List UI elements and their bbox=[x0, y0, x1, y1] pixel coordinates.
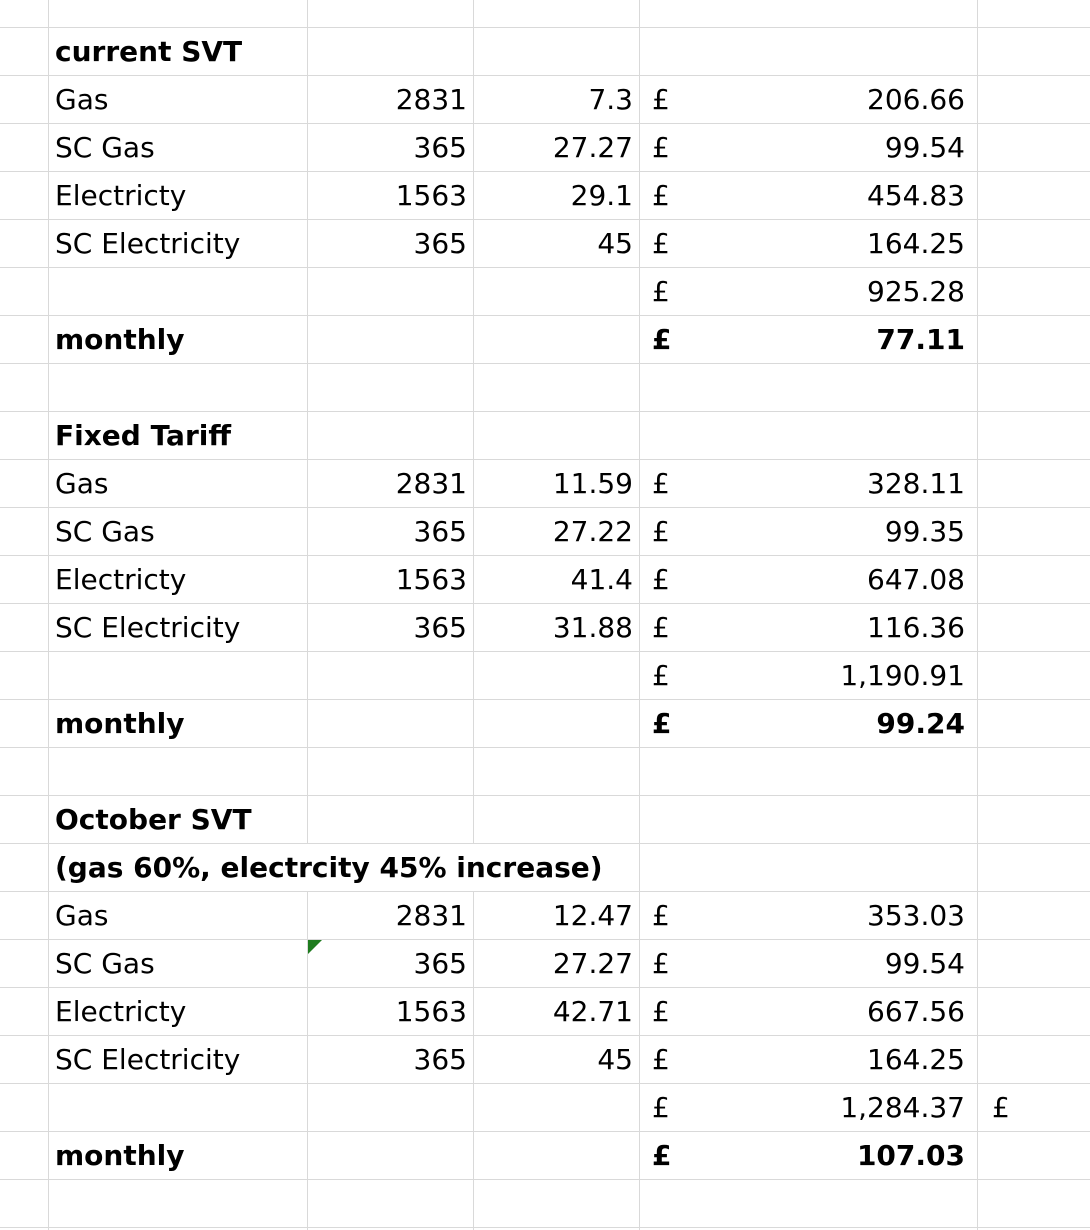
cell[interactable] bbox=[978, 268, 1090, 316]
cell[interactable] bbox=[978, 220, 1090, 268]
cell[interactable] bbox=[474, 0, 640, 28]
amount-cell[interactable] bbox=[640, 172, 978, 220]
total-cell[interactable] bbox=[640, 1084, 978, 1132]
section-title[interactable]: October SVT bbox=[49, 796, 308, 844]
currency-symbol: £ bbox=[652, 658, 670, 692]
amount-cell[interactable] bbox=[640, 460, 978, 508]
cell[interactable] bbox=[978, 316, 1090, 364]
cell[interactable] bbox=[978, 0, 1090, 28]
row-label[interactable]: SC Gas bbox=[49, 508, 308, 556]
cell[interactable] bbox=[0, 508, 49, 556]
rate-value: 45 bbox=[597, 1042, 633, 1076]
cell[interactable] bbox=[978, 460, 1090, 508]
amount-cell[interactable] bbox=[640, 124, 978, 172]
total-value: 1,284.37 bbox=[840, 1090, 965, 1124]
monthly-cell[interactable] bbox=[640, 1132, 978, 1180]
cell[interactable] bbox=[978, 412, 1090, 460]
rate-cell[interactable] bbox=[474, 460, 640, 508]
row-label[interactable]: SC Electricity bbox=[49, 220, 308, 268]
cell[interactable] bbox=[640, 796, 978, 844]
amount-cell[interactable] bbox=[640, 220, 978, 268]
cell[interactable] bbox=[0, 28, 49, 76]
cell[interactable] bbox=[978, 508, 1090, 556]
cell[interactable] bbox=[308, 700, 474, 748]
amount-cell[interactable] bbox=[640, 556, 978, 604]
amount-cell[interactable] bbox=[640, 1036, 978, 1084]
currency-symbol: £ bbox=[652, 82, 670, 116]
cell[interactable] bbox=[0, 220, 49, 268]
cell[interactable] bbox=[978, 172, 1090, 220]
currency-symbol: £ bbox=[652, 994, 670, 1028]
cell[interactable] bbox=[474, 268, 640, 316]
amount-value: 328.11 bbox=[867, 466, 965, 500]
rate-value: 31.88 bbox=[552, 610, 633, 644]
cell[interactable] bbox=[978, 28, 1090, 76]
section-title[interactable]: Fixed Tariff bbox=[49, 412, 308, 460]
cell[interactable] bbox=[978, 1132, 1090, 1180]
cell[interactable] bbox=[0, 268, 49, 316]
amount-cell[interactable] bbox=[640, 988, 978, 1036]
cell[interactable] bbox=[308, 796, 474, 844]
cell[interactable] bbox=[978, 892, 1090, 940]
quantity-value: 365 bbox=[413, 946, 467, 980]
cell[interactable] bbox=[0, 892, 49, 940]
cell[interactable] bbox=[308, 364, 474, 412]
total-value: 1,190.91 bbox=[840, 658, 965, 692]
cell[interactable] bbox=[308, 1084, 474, 1132]
amount-value: 206.66 bbox=[867, 82, 965, 116]
cell[interactable] bbox=[49, 1180, 308, 1228]
amount-value: 667.56 bbox=[867, 994, 965, 1028]
cell[interactable] bbox=[308, 1180, 474, 1228]
cell[interactable] bbox=[308, 316, 474, 364]
currency-symbol: £ bbox=[652, 898, 670, 932]
currency-symbol: £ bbox=[652, 274, 670, 308]
cell[interactable] bbox=[978, 604, 1090, 652]
cell[interactable] bbox=[0, 748, 49, 796]
cell[interactable] bbox=[308, 268, 474, 316]
cell[interactable] bbox=[0, 604, 49, 652]
cell[interactable] bbox=[978, 988, 1090, 1036]
rate-value: 27.27 bbox=[552, 946, 633, 980]
rate-cell[interactable] bbox=[474, 220, 640, 268]
amount-value: 99.35 bbox=[884, 514, 965, 548]
cell[interactable] bbox=[49, 0, 308, 28]
amount-value: 116.36 bbox=[867, 610, 965, 644]
amount-cell[interactable] bbox=[640, 940, 978, 988]
currency-symbol: £ bbox=[652, 514, 670, 548]
amount-cell[interactable] bbox=[640, 76, 978, 124]
cell[interactable] bbox=[0, 460, 49, 508]
cell[interactable] bbox=[978, 124, 1090, 172]
section-title[interactable]: current SVT bbox=[49, 28, 308, 76]
quantity-cell[interactable]: 1563 bbox=[308, 172, 474, 220]
cell[interactable] bbox=[0, 76, 49, 124]
cell[interactable] bbox=[978, 1036, 1090, 1084]
currency-symbol: £ bbox=[652, 610, 670, 644]
rate-value: 42.71 bbox=[552, 994, 633, 1028]
cell[interactable] bbox=[308, 748, 474, 796]
amount-cell[interactable] bbox=[640, 604, 978, 652]
rate-value: 27.27 bbox=[552, 130, 633, 164]
section-subtitle-cell[interactable] bbox=[49, 844, 603, 892]
cell[interactable] bbox=[49, 268, 308, 316]
cell[interactable] bbox=[308, 0, 474, 28]
cell[interactable] bbox=[0, 796, 49, 844]
rate-value: 29.1 bbox=[570, 178, 633, 212]
currency-symbol: £ bbox=[652, 1090, 670, 1124]
rate-cell[interactable] bbox=[474, 172, 640, 220]
currency-symbol: £ bbox=[992, 1090, 1010, 1124]
rate-cell[interactable] bbox=[474, 76, 640, 124]
cell[interactable] bbox=[978, 652, 1090, 700]
monthly-value: 107.03 bbox=[856, 1138, 965, 1172]
cell[interactable] bbox=[308, 412, 474, 460]
cell[interactable] bbox=[978, 844, 1090, 892]
row-label[interactable]: Gas bbox=[49, 460, 308, 508]
cell[interactable] bbox=[0, 1132, 49, 1180]
amount-value: 99.54 bbox=[884, 130, 965, 164]
cell[interactable] bbox=[0, 412, 49, 460]
cell[interactable] bbox=[0, 988, 49, 1036]
amount-value: 353.03 bbox=[867, 898, 965, 932]
cell[interactable] bbox=[978, 556, 1090, 604]
amount-value: 164.25 bbox=[867, 226, 965, 260]
row-label[interactable]: Electricty bbox=[49, 988, 308, 1036]
rate-cell[interactable] bbox=[474, 988, 640, 1036]
cell[interactable] bbox=[474, 28, 640, 76]
cell[interactable] bbox=[474, 796, 640, 844]
currency-symbol: £ bbox=[652, 1138, 672, 1172]
currency-symbol: £ bbox=[652, 130, 670, 164]
cell[interactable] bbox=[0, 700, 49, 748]
cell[interactable] bbox=[474, 652, 640, 700]
extra-currency-cell[interactable] bbox=[978, 1084, 1090, 1132]
row-label[interactable]: Electricty bbox=[49, 556, 308, 604]
cell[interactable] bbox=[474, 1084, 640, 1132]
currency-symbol: £ bbox=[652, 706, 672, 740]
currency-symbol: £ bbox=[652, 226, 670, 260]
cell[interactable] bbox=[474, 1132, 640, 1180]
cell[interactable] bbox=[978, 748, 1090, 796]
cell[interactable] bbox=[0, 172, 49, 220]
section-subtitle: (gas 60%, electrcity 45% increase) bbox=[55, 850, 603, 884]
cell[interactable] bbox=[49, 652, 308, 700]
rate-value: 27.22 bbox=[552, 514, 633, 548]
currency-symbol: £ bbox=[652, 178, 670, 212]
monthly-label[interactable]: monthly bbox=[49, 316, 308, 364]
monthly-value: 99.24 bbox=[876, 706, 965, 740]
cell[interactable] bbox=[978, 700, 1090, 748]
currency-symbol: £ bbox=[652, 466, 670, 500]
amount-cell[interactable] bbox=[640, 508, 978, 556]
cell[interactable] bbox=[0, 364, 49, 412]
quantity-cell[interactable]: 2831 bbox=[308, 892, 474, 940]
amount-value: 647.08 bbox=[867, 562, 965, 596]
cell[interactable] bbox=[474, 748, 640, 796]
cell[interactable] bbox=[308, 1132, 474, 1180]
cell[interactable] bbox=[474, 1180, 640, 1228]
total-value: 925.28 bbox=[867, 274, 965, 308]
quantity-cell[interactable]: 365 bbox=[308, 1036, 474, 1084]
currency-symbol: £ bbox=[652, 322, 672, 356]
rate-value: 45 bbox=[597, 226, 633, 260]
row-label[interactable]: SC Electricity bbox=[49, 1036, 308, 1084]
amount-cell[interactable] bbox=[640, 892, 978, 940]
rate-cell[interactable] bbox=[474, 508, 640, 556]
row-label[interactable]: Gas bbox=[49, 892, 308, 940]
quantity-cell[interactable]: 365 bbox=[308, 604, 474, 652]
total-cell[interactable] bbox=[640, 652, 978, 700]
amount-value: 99.54 bbox=[884, 946, 965, 980]
quantity-cell[interactable]: 2831 bbox=[308, 460, 474, 508]
cell[interactable] bbox=[978, 364, 1090, 412]
row-label[interactable]: Electricty bbox=[49, 172, 308, 220]
cell[interactable] bbox=[49, 748, 308, 796]
row-label[interactable]: SC Electricity bbox=[49, 604, 308, 652]
quantity-cell[interactable]: 365 bbox=[308, 508, 474, 556]
cell[interactable] bbox=[474, 364, 640, 412]
monthly-label[interactable]: monthly bbox=[49, 700, 308, 748]
cell[interactable] bbox=[0, 124, 49, 172]
comment-indicator-icon[interactable] bbox=[308, 940, 322, 954]
cell[interactable] bbox=[978, 796, 1090, 844]
row-label[interactable]: Gas bbox=[49, 76, 308, 124]
monthly-value: 77.11 bbox=[876, 322, 965, 356]
quantity-cell[interactable] bbox=[308, 940, 474, 988]
quantity-cell[interactable]: 1563 bbox=[308, 988, 474, 1036]
currency-symbol: £ bbox=[652, 946, 670, 980]
cell[interactable] bbox=[0, 652, 49, 700]
cell[interactable] bbox=[49, 1084, 308, 1132]
total-cell[interactable] bbox=[640, 268, 978, 316]
cell[interactable] bbox=[0, 556, 49, 604]
cell[interactable] bbox=[640, 28, 978, 76]
currency-symbol: £ bbox=[652, 1042, 670, 1076]
cell[interactable] bbox=[0, 940, 49, 988]
cell[interactable] bbox=[978, 940, 1090, 988]
rate-value: 7.3 bbox=[588, 82, 633, 116]
cell[interactable] bbox=[308, 28, 474, 76]
rate-cell[interactable] bbox=[474, 556, 640, 604]
monthly-cell[interactable] bbox=[640, 700, 978, 748]
cell[interactable] bbox=[978, 76, 1090, 124]
amount-value: 454.83 bbox=[867, 178, 965, 212]
currency-symbol: £ bbox=[652, 562, 670, 596]
row-label[interactable]: SC Gas bbox=[49, 940, 308, 988]
rate-cell[interactable] bbox=[474, 940, 640, 988]
cell[interactable] bbox=[0, 1084, 49, 1132]
cell[interactable] bbox=[0, 1180, 49, 1228]
cell[interactable] bbox=[640, 1180, 978, 1228]
cell[interactable] bbox=[978, 1180, 1090, 1228]
cell[interactable] bbox=[0, 316, 49, 364]
rate-cell[interactable] bbox=[474, 124, 640, 172]
cell[interactable] bbox=[308, 652, 474, 700]
rate-value: 41.4 bbox=[570, 562, 633, 596]
cell[interactable] bbox=[640, 748, 978, 796]
cell[interactable] bbox=[474, 316, 640, 364]
amount-value: 164.25 bbox=[867, 1042, 965, 1076]
quantity-cell[interactable]: 365 bbox=[308, 124, 474, 172]
monthly-label[interactable]: monthly bbox=[49, 1132, 308, 1180]
quantity-cell[interactable]: 2831 bbox=[308, 76, 474, 124]
cell[interactable] bbox=[474, 700, 640, 748]
cell[interactable] bbox=[640, 0, 978, 28]
rate-value: 11.59 bbox=[552, 466, 633, 500]
cell[interactable] bbox=[640, 364, 978, 412]
rate-cell[interactable] bbox=[474, 892, 640, 940]
cell[interactable] bbox=[640, 412, 978, 460]
quantity-cell[interactable]: 1563 bbox=[308, 556, 474, 604]
cell[interactable] bbox=[640, 844, 978, 892]
cell[interactable] bbox=[474, 412, 640, 460]
rate-value: 12.47 bbox=[552, 898, 633, 932]
quantity-cell[interactable]: 365 bbox=[308, 220, 474, 268]
cell[interactable] bbox=[0, 0, 49, 28]
cell[interactable] bbox=[0, 844, 49, 892]
monthly-cell[interactable] bbox=[640, 316, 978, 364]
row-label[interactable]: SC Gas bbox=[49, 124, 308, 172]
cell[interactable] bbox=[49, 364, 308, 412]
rate-cell[interactable] bbox=[474, 1036, 640, 1084]
cell[interactable] bbox=[0, 1036, 49, 1084]
rate-cell[interactable] bbox=[474, 604, 640, 652]
